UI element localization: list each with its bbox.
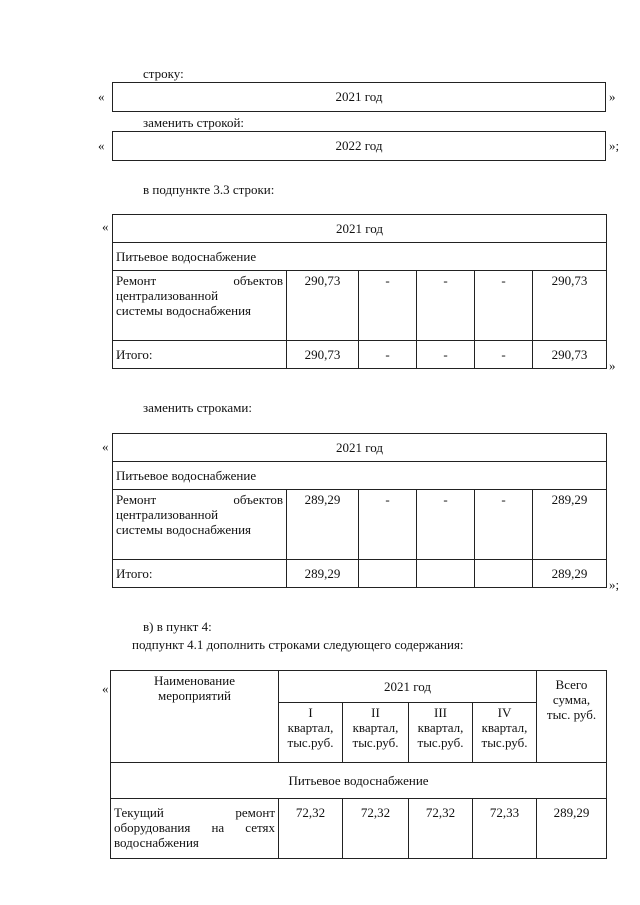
header-year: 2021 год [279, 671, 537, 703]
empty-cell [359, 560, 417, 588]
value-cell: 290,73 [533, 341, 607, 369]
table-old-rows [112, 214, 607, 369]
table-year-header: 2021 год [113, 434, 607, 462]
text-line-replace-rows: заменить строками: [143, 400, 252, 415]
text-line-subpoint41: подпункт 4.1 дополнить строками следующего содержания: [132, 637, 464, 652]
value-cell: 72,32 [343, 799, 409, 859]
row-name: Ремонт объектов централизованной системы водоснабжения [113, 271, 287, 341]
table-section: Питьевое водоснабжение [111, 763, 607, 799]
table-additions [110, 670, 607, 859]
table-year-header: 2021 год [113, 215, 607, 243]
close-quote-semicolon: »; [609, 577, 620, 592]
header-quarter-4: IV квартал, тыс.руб. [473, 703, 537, 763]
header-total: Всего сумма, тыс. руб. [537, 671, 607, 763]
value-cell: - [475, 341, 533, 369]
text-line-replace: заменить строкой: [143, 115, 245, 130]
value-cell: 289,29 [533, 490, 607, 560]
value-cell: 290,73 [287, 271, 359, 341]
header-quarter-3: III квартал, тыс.руб. [409, 703, 473, 763]
value-cell: 289,29 [287, 490, 359, 560]
close-quote: » [609, 358, 616, 373]
value-cell: - [359, 341, 417, 369]
table-row [113, 271, 607, 341]
empty-cell [417, 560, 475, 588]
value-cell: - [417, 341, 475, 369]
open-quote: « [102, 219, 109, 234]
value-cell: - [475, 271, 533, 341]
total-label: Итого: [113, 341, 287, 369]
value-cell: 289,29 [533, 560, 607, 588]
value-cell: 289,29 [537, 799, 607, 859]
header-quarter-2: II квартал, тыс.руб. [343, 703, 409, 763]
open-quote: « [98, 138, 105, 153]
row-name: Ремонт объектов централизованной системы водоснабжения [113, 490, 287, 560]
total-label: Итого: [113, 560, 287, 588]
open-quote: « [98, 89, 105, 104]
table-section: Питьевое водоснабжение [113, 243, 607, 271]
empty-cell [475, 560, 533, 588]
close-quote: » [609, 89, 616, 104]
header-quarter-1: I квартал, тыс.руб. [279, 703, 343, 763]
value-cell: 290,73 [533, 271, 607, 341]
value-cell: 290,73 [287, 341, 359, 369]
close-quote-semicolon: »; [609, 138, 620, 153]
table-row-total [113, 341, 607, 369]
value-cell: 72,32 [279, 799, 343, 859]
open-quote: « [102, 681, 109, 696]
table-section: Питьевое водоснабжение [113, 462, 607, 490]
value-cell: - [359, 490, 417, 560]
year-box-2021: 2021 год [112, 82, 606, 112]
table-new-rows [112, 433, 607, 588]
value-cell: - [359, 271, 417, 341]
value-cell: 72,32 [409, 799, 473, 859]
header-name: Наименование мероприятий [111, 671, 279, 763]
text-line-stroku: строку: [143, 66, 184, 81]
text-line-subpoint: в подпункте 3.3 строки: [143, 182, 275, 197]
value-cell: 72,33 [473, 799, 537, 859]
open-quote: « [102, 439, 109, 454]
table-row-total [113, 560, 607, 588]
text-line-point4: в) в пункт 4: [143, 619, 212, 634]
value-cell: - [417, 490, 475, 560]
value-cell: 289,29 [287, 560, 359, 588]
value-cell: - [475, 490, 533, 560]
table-row [113, 490, 607, 560]
row-name: Текущий ремонт оборудования на сетях водоснабжения [111, 799, 279, 859]
year-box-2022: 2022 год [112, 131, 606, 161]
value-cell: - [417, 271, 475, 341]
table-row [111, 799, 607, 859]
